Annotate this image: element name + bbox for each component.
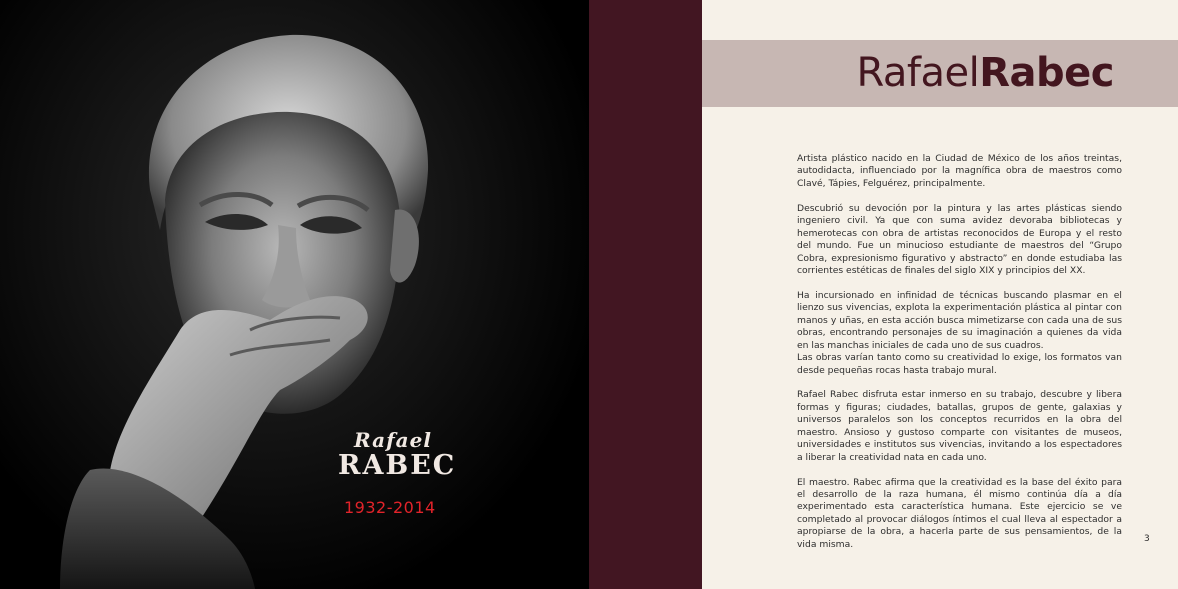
page-number: 3 <box>1144 534 1150 544</box>
text-page <box>702 0 1178 589</box>
title-bar <box>702 40 1178 107</box>
paragraph: Las obras varían tanto como su creatividad lo exige, los formatos van desde pequeñas rocas hasta trabajo mural. <box>797 352 1122 376</box>
paragraph: Artista plástico nacido en la Ciudad de México de los años treintas, autodidacta, influenciado por la magnífica obra de maestros como Clavé, Tápies, Felguérez, principalmente. <box>797 153 1122 189</box>
paragraph: El maestro. Rabec afirma que la creatividad es la base del éxito para el desarrollo de la raza humana, él mismo continúa día a día experimentado esta característica humana. Este ejercicio se ve completado al provocar diálogos íntimos el cual lleva al espectador a apropiarse de la obra, a hacerla parte de sus pensamientos, de la vida misma. <box>797 476 1122 550</box>
paragraph: Ha incursionado en infinidad de técnicas buscando plasmar en el lienzo sus vivencias, explota la experimentación plástica al pintar con manos y uñas, en esta acción busca mimetizarse con cada una de sus obras, encontrando personajes de su imaginación a quienes da vida en las manchas iniciales de cada uno de sus cuadros. <box>797 289 1122 351</box>
title-last-name: Rabec <box>979 50 1114 96</box>
page-title <box>856 50 1114 96</box>
spine-band <box>589 0 702 589</box>
signature-first-name: Rafael <box>354 428 432 452</box>
paragraph: Descubrió su devoción por la pintura y las artes plásticas siendo ingeniero civil. Ya que con suma avidez devoraba bibliotecas y hemerotecas con obra de artistas reconocidos de Europa y el resto del mundo. Fue un minucioso estudiante de maestros del “Grupo Cobra, expresionismo figurativo y abstracto” en donde estudiaba las corrientes estéticas de finales del siglo XIX y principios del XX. <box>797 202 1122 277</box>
paragraph: Rafael Rabec disfruta estar inmerso en su trabajo, descubre y libera formas y figuras; ciudades, batallas, grupos de gente, galaxias y universos paralelos son los conceptos recurridos en la obra del maestro. Ansioso y gustoso comparte con visitantes de museos, universidades e institutos sus vivencias, invitando a los espectadores a liberar la creatividad nata en cada uno. <box>797 389 1122 463</box>
biography-text <box>797 153 1122 564</box>
signature-last-name: RABEC <box>338 450 457 481</box>
title-first-name: Rafael <box>856 50 980 96</box>
signature <box>338 428 457 481</box>
life-years: 1932-2014 <box>344 498 436 517</box>
